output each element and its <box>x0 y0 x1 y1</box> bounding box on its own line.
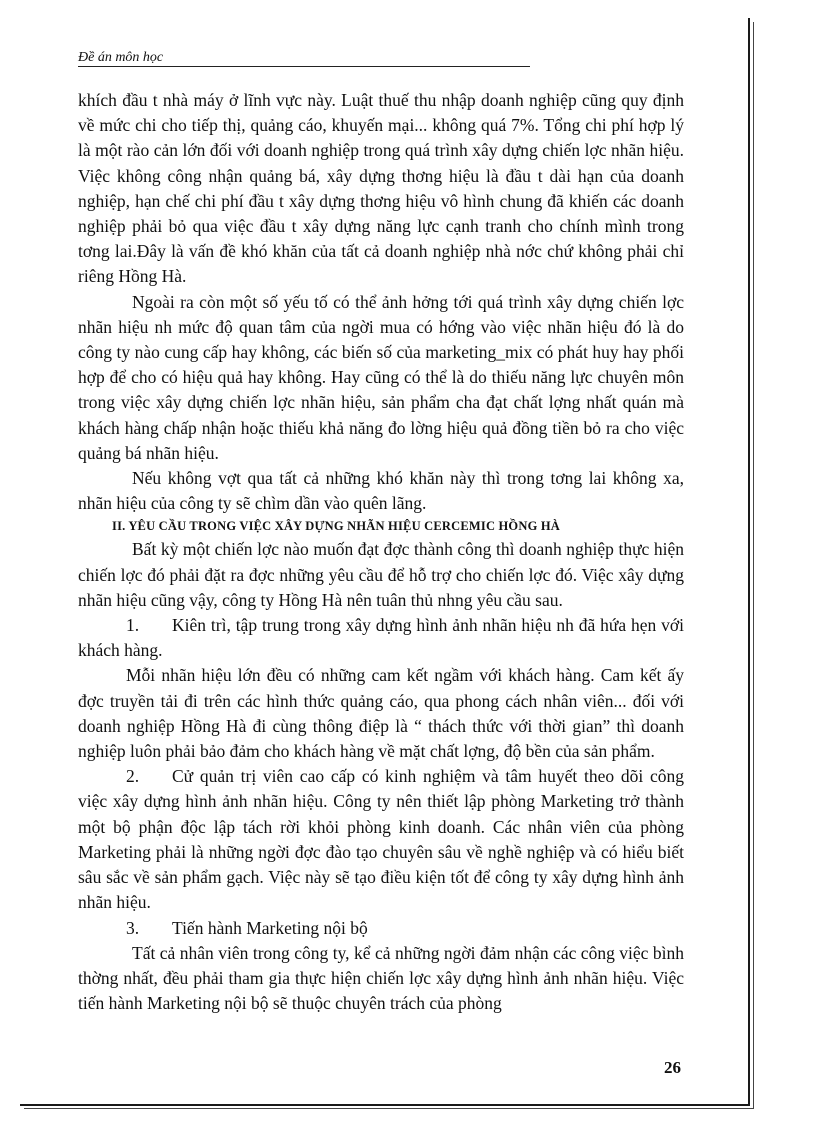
list-item-1-number: 1. <box>126 615 140 636</box>
paragraph-3: Nếu không vợt qua tất cả những khó khăn này thì trong tơng lai không xa, nhãn hiệu của công ty sẽ chìm dần vào quên lãng. <box>78 468 684 514</box>
page-border-bottom-shadow <box>24 1108 754 1109</box>
document-body <box>78 88 684 1016</box>
list-item-1 <box>78 613 684 663</box>
running-header: Đề án môn học <box>78 50 164 65</box>
list-item-2 <box>78 764 684 915</box>
page-border-right-shadow <box>753 22 754 1108</box>
section-heading: II. YÊU CẦU TRONG VIỆC XÂY DỰNG NHÃN HIỆU CERCEMIC HỒNG HÀ <box>112 519 560 534</box>
page-number: 26 <box>664 1058 681 1077</box>
page-border-bottom <box>20 1104 750 1106</box>
list-item-2-text: Cử quản trị viên cao cấp có kinh nghiệm và tâm huyết theo dõi công việc xây dựng hình ảnh nhãn hiệu. Công ty nên thiết lập phòng Marketing trở thành một bộ phận độc lập tách rời khỏi phòng kinh doanh. Các nhân viên của phòng Marketing phải là những ngời đợc đào tạo chuyên sâu về nghề nghiệp và có hiểu biết sâu sắc về sản phẩm gạch. Việc này sẽ tạo điều kiện tốt để công ty xây dựng hình ảnh nhãn hiệu. <box>78 766 684 913</box>
page-border-right <box>748 18 750 1106</box>
paragraph-1: khích đầu t nhà máy ở lĩnh vực này. Luật thuế thu nhập doanh nghiệp cũng quy định về mức chi cho tiếp thị, quảng cáo, khuyến mại... không quá 7%. Tổng chi phí hợp lý là một rào cản lớn đối với doanh nghiệp trong quá trình xây dựng chiến lợc nhãn hiệu. Việc không công nhận quảng bá, xây dựng thơng hiệu là đầu t dài hạn của doanh nghiệp, hạn chế chi phí đầu t xây dựng thơng hiệu vô hình chung đã khiến các doanh nghiệp phải bỏ qua việc đầu t xây dựng năng lực cạnh tranh cho chính mình trong tơng lai.Đây là vấn đề khó khăn của tất cả doanh nghiệp nhà nớc chứ không phải chỉ riêng Hồng Hà. <box>78 90 684 287</box>
paragraph-4: Bất kỳ một chiến lợc nào muốn đạt đợc thành công thì doanh nghiệp thực hiện chiến lợc đó phải đặt ra đợc những yêu cầu để hỗ trợ cho chiến lợc đó. Việc xây dựng nhãn hiệu cũng vậy, công ty Hồng Hà nên tuân thủ nhng yêu cầu sau. <box>78 539 684 610</box>
paragraph-6: Tất cả nhân viên trong công ty, kể cả những ngời đảm nhận các công việc bình thờng nhất, đều phải tham gia thực hiện chiến lợc xây dựng hình ảnh nhãn hiệu. Việc tiến hành Marketing nội bộ sẽ thuộc chuyên trách của phòng <box>78 942 684 1014</box>
header-rule <box>78 66 530 67</box>
paragraph-5: Mỗi nhãn hiệu lớn đều có những cam kết ngầm với khách hàng. Cam kết ấy đợc truyền tải đi trên các hình thức quảng cáo, qua phong cách nhân viên... đối với doanh nghiệp Hồng Hà đi cùng thông điệp là “ thách thức với thời gian” thì doanh nghiệp luôn phải bảo đảm cho khách hàng về mặt chất lợng, độ bền của sản phẩm. <box>78 665 684 762</box>
list-item-3-text: Tiến hành Marketing nội bộ <box>172 917 368 938</box>
list-item-1-text: Kiên trì, tập trung trong xây dựng hình ảnh nhãn hiệu nh đã hứa hẹn với khách hàng. <box>78 615 684 661</box>
list-item-3 <box>78 916 684 941</box>
list-item-3-number: 3. <box>126 917 140 938</box>
list-item-2-number: 2. <box>126 766 140 787</box>
paragraph-2: Ngoài ra còn một số yếu tố có thể ảnh hởng tới quá trình xây dựng chiến lợc nhãn hiệu nh mức độ quan tâm của ngời mua có hớng vào việc nhãn hiệu đó là do công ty nào cung cấp hay không, các biến số của marketing_mix có phát huy hay phối hợp để cho có hiệu quả hay không. Hay cũng có thể là do thiếu năng lực chuyên môn trong việc xây dựng chiến lợc nhãn hiệu, sản phẩm cha đạt chất lợng nhất quán mà khách hàng chấp nhận hoặc thiếu khả năng đo lờng hiệu quả đồng tiền bỏ ra cho việc quảng bá nhãn hiệu. <box>78 291 684 463</box>
